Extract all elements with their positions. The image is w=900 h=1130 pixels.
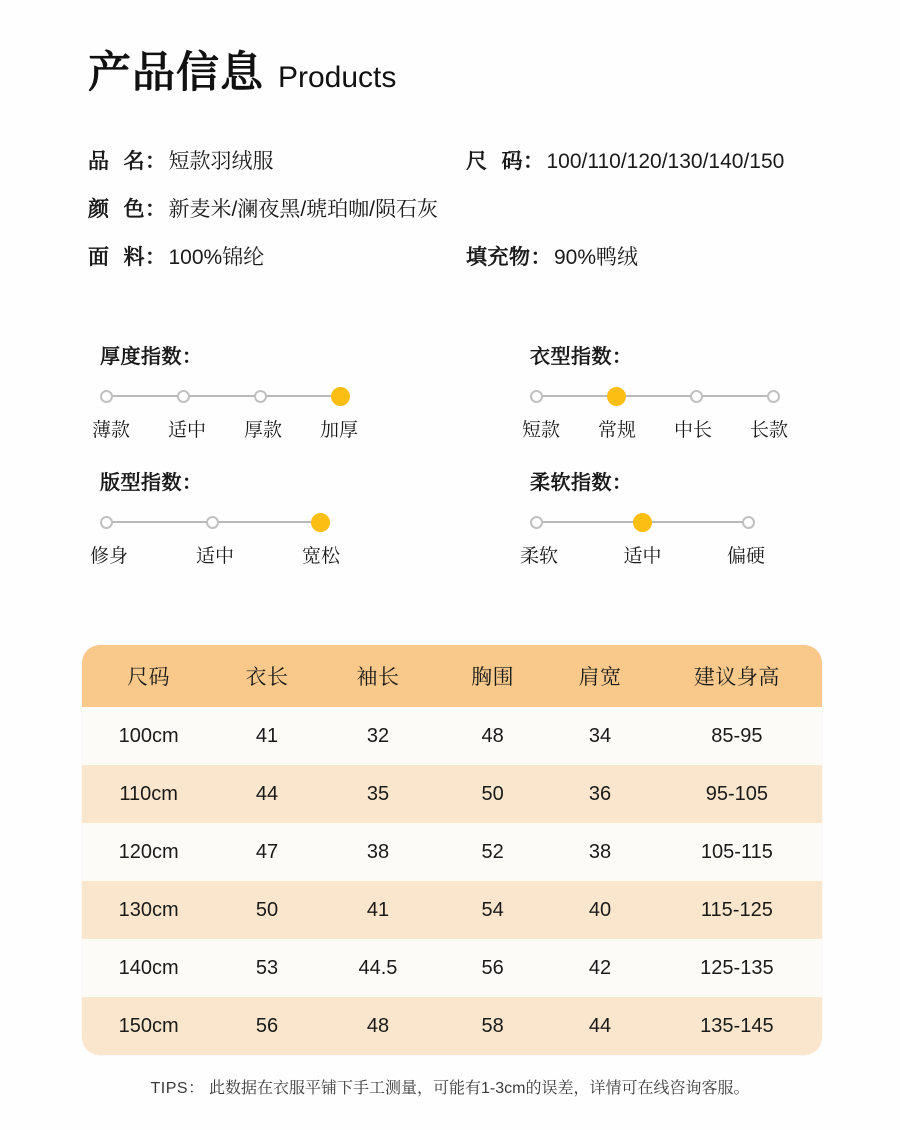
index-meters (90, 340, 860, 568)
size-table (82, 645, 822, 1055)
tips-label: TIPS： (150, 1080, 205, 1097)
table-cell: 32 (319, 707, 437, 765)
table-row (82, 939, 822, 997)
table-row (82, 881, 822, 939)
table-row (82, 707, 822, 765)
meter-label: 加厚 (319, 420, 358, 441)
table-header-cell: 肩宽 (548, 645, 652, 707)
table-row (82, 997, 822, 1055)
meter-garment-type (522, 340, 860, 442)
table-cell: 56 (215, 997, 319, 1055)
table-cell: 53 (215, 939, 319, 997)
attribute-value-fabric: 100%锦纶 (168, 246, 265, 269)
table-header-cell: 衣长 (215, 645, 319, 707)
meter-dot-active[interactable] (633, 513, 652, 532)
table-cell: 100cm (82, 707, 215, 765)
attribute-label-filling-b: ： (530, 246, 552, 269)
attribute-value-colors: 新麦米/澜夜黑/琥珀咖/陨石灰 (168, 198, 439, 221)
table-cell: 44 (215, 765, 319, 823)
table-cell: 50 (215, 881, 319, 939)
meter-dot[interactable] (100, 516, 113, 529)
meter-fit-title: 版型指数： (100, 472, 203, 494)
attribute-name (88, 145, 274, 175)
meter-softness-title: 柔软指数： (530, 472, 633, 494)
table-cell: 105-115 (652, 823, 822, 881)
table-cell: 38 (319, 823, 437, 881)
table-header-cell: 建议身高 (652, 645, 822, 707)
attribute-value-sizes: 100/110/120/130/140/150 (546, 150, 785, 173)
meter-garment-type-track[interactable] (530, 383, 780, 409)
meter-dot-active[interactable] (311, 513, 330, 532)
attribute-label-color-a: 颜 (88, 198, 110, 221)
meter-label: 长款 (749, 420, 788, 441)
meter-fit-track[interactable] (100, 509, 330, 535)
table-cell: 110cm (82, 765, 215, 823)
attribute-row (88, 193, 868, 241)
table-cell: 42 (548, 939, 652, 997)
tips-note (0, 1075, 900, 1098)
table-cell: 48 (437, 707, 548, 765)
table-cell: 35 (319, 765, 437, 823)
meter-label: 宽松 (301, 546, 340, 567)
table-row (82, 823, 822, 881)
attribute-value-name: 短款羽绒服 (168, 150, 274, 173)
meter-dot[interactable] (100, 390, 113, 403)
meter-dot[interactable] (742, 516, 755, 529)
table-header-cell: 胸围 (437, 645, 548, 707)
meter-label: 适中 (623, 546, 662, 567)
table-cell: 130cm (82, 881, 215, 939)
meter-label: 厚款 (243, 420, 282, 441)
table-cell: 135-145 (652, 997, 822, 1055)
table-cell: 41 (215, 707, 319, 765)
table-cell: 95-105 (652, 765, 822, 823)
table-cell: 140cm (82, 939, 215, 997)
attribute-label-name-a: 品 (88, 150, 110, 173)
attribute-label-filling-a: 填充物 (466, 246, 531, 269)
meter-dot[interactable] (254, 390, 267, 403)
table-cell: 48 (319, 997, 437, 1055)
meter-dot-active[interactable] (331, 387, 350, 406)
table-header-cell: 尺码 (82, 645, 215, 707)
attribute-fabric (88, 241, 264, 271)
meter-label: 修身 (90, 546, 129, 567)
meter-label: 适中 (167, 420, 206, 441)
meter-dot[interactable] (206, 516, 219, 529)
meter-softness (520, 466, 860, 568)
size-table-card (82, 645, 822, 1055)
table-cell: 52 (437, 823, 548, 881)
table-cell: 44.5 (319, 939, 437, 997)
meter-dot[interactable] (530, 390, 543, 403)
table-cell: 85-95 (652, 707, 822, 765)
meter-dot[interactable] (767, 390, 780, 403)
table-header-row (82, 645, 822, 707)
meter-thickness-track[interactable] (100, 383, 350, 409)
meter-label: 适中 (195, 546, 234, 567)
meter-fit (90, 466, 530, 568)
attribute-label-fabric-a: 面 (88, 246, 110, 269)
table-cell: 58 (437, 997, 548, 1055)
table-header-cell: 袖长 (319, 645, 437, 707)
page-title-cn: 产品信息 (88, 49, 264, 97)
table-cell: 150cm (82, 997, 215, 1055)
table-cell: 50 (437, 765, 548, 823)
table-cell: 36 (548, 765, 652, 823)
meter-softness-track[interactable] (530, 509, 755, 535)
attribute-label-size-b: 码： (501, 150, 545, 173)
meter-label: 中长 (673, 420, 712, 441)
meter-dot[interactable] (690, 390, 703, 403)
table-cell: 115-125 (652, 881, 822, 939)
table-cell: 54 (437, 881, 548, 939)
attribute-filling (466, 241, 638, 271)
meter-label: 薄款 (92, 420, 131, 441)
meter-dot-active[interactable] (607, 387, 626, 406)
meter-dot[interactable] (530, 516, 543, 529)
attribute-label-size-a: 尺 (466, 150, 488, 173)
meter-thickness-title: 厚度指数： (100, 346, 203, 368)
attribute-row (88, 145, 868, 193)
table-cell: 41 (319, 881, 437, 939)
meter-garment-type-title: 衣型指数： (530, 346, 633, 368)
meter-dot[interactable] (177, 390, 190, 403)
table-row (82, 765, 822, 823)
attribute-label-color-b: 色： (123, 198, 167, 221)
table-cell: 44 (548, 997, 652, 1055)
meter-label: 柔软 (520, 546, 559, 567)
table-cell: 40 (548, 881, 652, 939)
table-cell: 34 (548, 707, 652, 765)
meter-label: 常规 (597, 420, 636, 441)
attribute-sizes (466, 145, 784, 175)
table-cell: 120cm (82, 823, 215, 881)
meter-label: 短款 (522, 420, 561, 441)
page-title-en: Products (278, 61, 397, 94)
meter-label: 偏硬 (726, 546, 765, 567)
table-cell: 47 (215, 823, 319, 881)
tips-text: 此数据在衣服平铺下手工测量，可能有1-3cm的误差，详情可在线咨询客服。 (209, 1080, 750, 1097)
meter-thickness (92, 340, 530, 442)
table-cell: 125-135 (652, 939, 822, 997)
product-attributes (88, 145, 868, 289)
attribute-colors (88, 193, 438, 223)
attribute-label-fabric-b: 料： (123, 246, 167, 269)
table-cell: 38 (548, 823, 652, 881)
page-title (88, 49, 397, 97)
attribute-row (88, 241, 868, 289)
attribute-value-filling: 90%鸭绒 (554, 246, 639, 269)
attribute-label-name-b: 名： (123, 150, 167, 173)
table-cell: 56 (437, 939, 548, 997)
